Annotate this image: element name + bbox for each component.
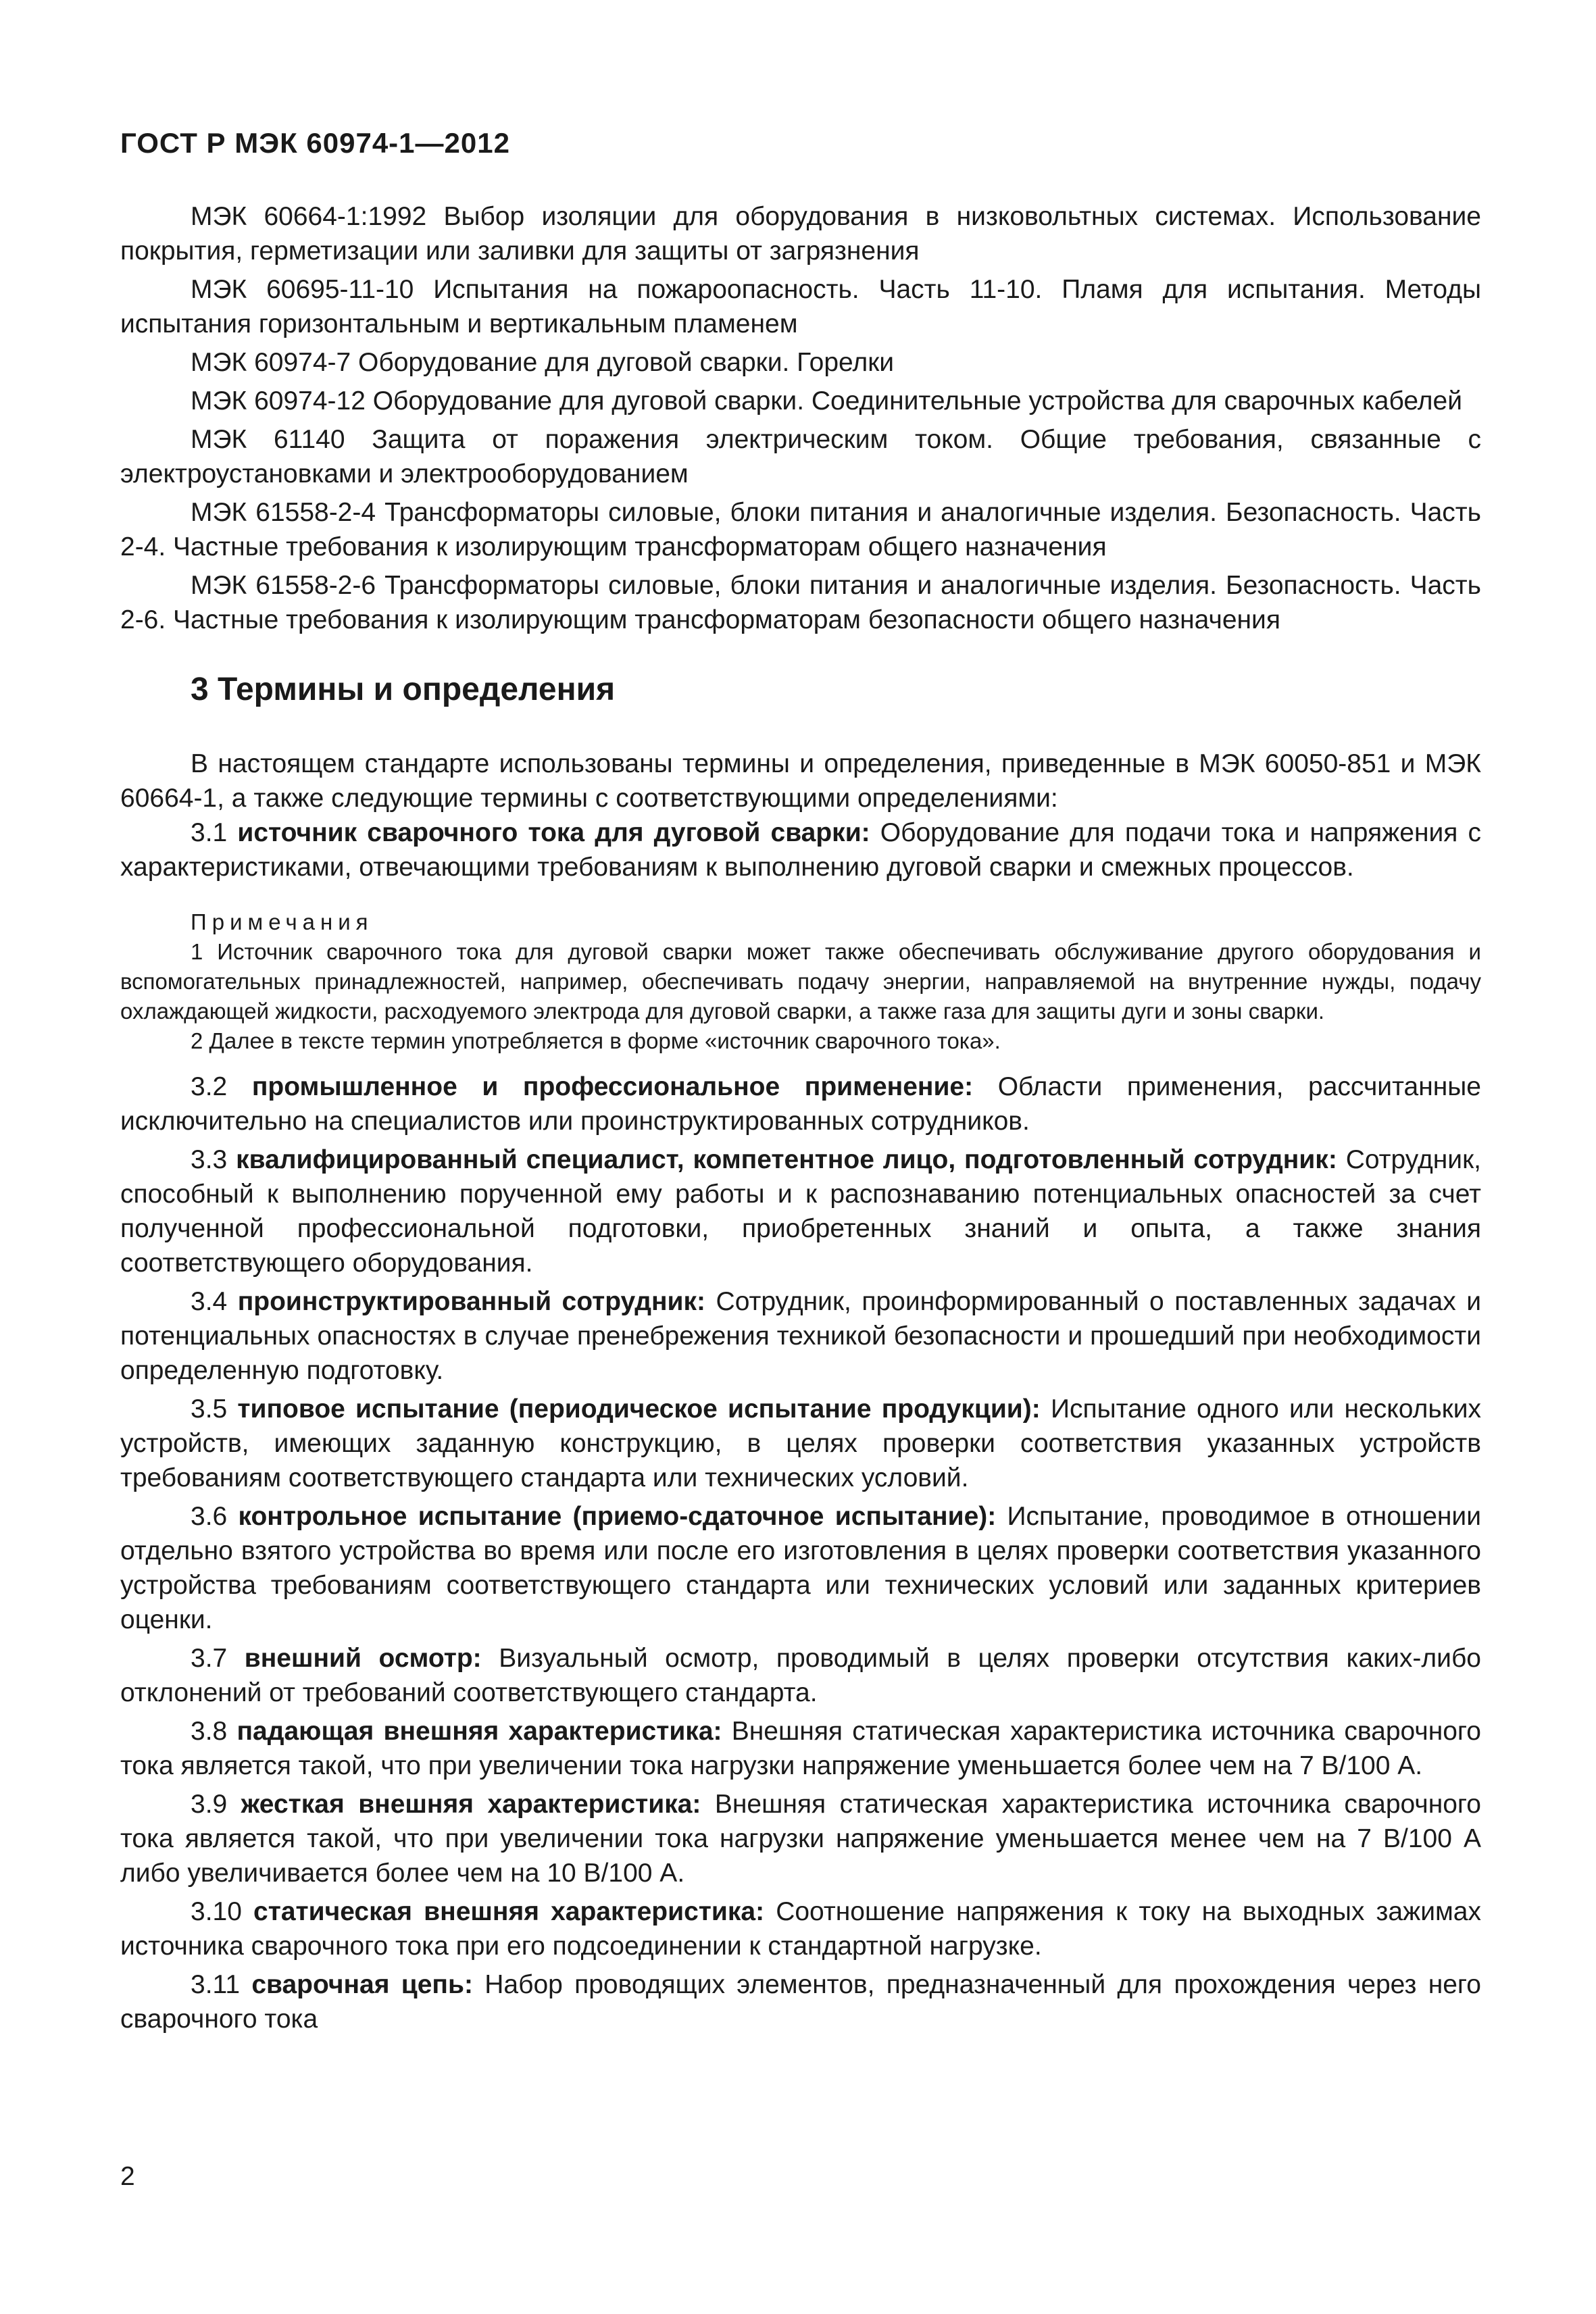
term-text: Испытание одного или нескольких устройств, имеющих заданную конструкцию, в целях проверки соответствия указанных устройств требованиям соответствующего стандарта или технических условий. (120, 1394, 1481, 1492)
reference-item: МЭК 61558-2-4 Трансформаторы силовые, блоки питания и аналогичные изделия. Безопасность. Часть 2-4. Частные требования к изолирующим трансформаторам общего назначения (120, 498, 1481, 561)
term-number: 3.10 (191, 1897, 242, 1926)
term-number: 3.8 (191, 1717, 228, 1746)
reference-item: МЭК 60695-11-10 Испытания на пожароопасность. Часть 11-10. Пламя для испытания. Методы испытания горизонтальным и вертикальным пламенем (120, 275, 1481, 338)
term-text: Внешняя статическая характеристика источника сварочного тока является такой, что при увеличении тока нагрузки напряжение уменьшается менее чем на 7 В/100 А либо увеличивается более чем на 10 В/100 А. (120, 1790, 1481, 1888)
section-heading: 3 Термины и определения (191, 672, 616, 707)
term-text: Соотношение напряжения к току на выходных зажимах источника сварочного тока при его подсоединении к стандартной нагрузке. (120, 1897, 1481, 1961)
term-definition (120, 1714, 1481, 1783)
reference-item: МЭК 60974-7 Оборудование для дуговой сварки. Горелки (191, 348, 895, 377)
term-definition (120, 1787, 1481, 1890)
term-name: сварочная цепь: (251, 1970, 473, 1999)
term-number: 3.11 (191, 1970, 241, 1999)
term-definition (120, 815, 1481, 884)
term-name: квалифицированный специалист, компетентное лицо, подготовленный сотрудник: (236, 1145, 1337, 1174)
term-name: промышленное и профессиональное применение: (251, 1072, 974, 1101)
term-text: Сотрудник, способный к выполнению порученной ему работы и к распознаванию потенциальных опасностей за счет полученной профессиональной подготовки, приобретенных знаний и опыта, а также знания соответствующего оборудования. (120, 1145, 1481, 1278)
term-number: 3.3 (191, 1145, 228, 1174)
term-name: падающая внешняя характеристика: (236, 1717, 722, 1746)
term-number: 3.1 (191, 818, 228, 847)
notes-title: Примечания (191, 909, 374, 934)
term-number: 3.2 (191, 1072, 228, 1101)
term-name: контрольное испытание (приемо-сдаточное испытание): (238, 1502, 997, 1531)
note-item: 2 Далее в тексте термин употребляется в форме «источник сварочного тока». (191, 1028, 1001, 1053)
term-number: 3.5 (191, 1394, 228, 1424)
term-definition (120, 1142, 1481, 1280)
term-text: Набор проводящих элементов, предназначенный для прохождения через него сварочного тока (120, 1970, 1481, 2034)
term-name: проинструктированный сотрудник: (237, 1287, 706, 1316)
term-text: Испытание, проводимое в отношении отдельно взятого устройства во время или после его изготовления в целях проверки соответствия указанного устройства требованиям соответствующего стандарта или технических условий или заданных критериев оценки. (120, 1502, 1481, 1634)
page-number: 2 (120, 2162, 135, 2191)
reference-item: МЭК 61140 Защита от поражения электрическим током. Общие требования, связанные с электроустановками и электрооборудованием (120, 425, 1481, 488)
term-definition (120, 1284, 1481, 1388)
term-name: статическая внешняя характеристика: (253, 1897, 765, 1926)
notes-block (120, 907, 1481, 1056)
term-text: Сотрудник, проинформированный о поставленных задачах и потенциальных опасностях в случае пренебрежения техникой безопасности и прошедший при необходимости определенную подготовку. (120, 1287, 1481, 1385)
term-name: жесткая внешняя характеристика: (241, 1790, 701, 1819)
term-number: 3.6 (191, 1502, 228, 1531)
reference-item: МЭК 60974-12 Оборудование для дуговой сварки. Соединительные устройства для сварочных кабелей (191, 386, 1462, 416)
term-number: 3.9 (191, 1790, 228, 1819)
reference-item: МЭК 60664-1:1992 Выбор изоляции для оборудования в низковольтных системах. Использование покрытия, герметизации или заливки для защиты от загрязнения (120, 202, 1481, 266)
term-text: Внешняя статическая характеристика источника сварочного тока является такой, что при увеличении тока нагрузки напряжение уменьшается более чем на 7 В/100 А. (120, 1717, 1481, 1780)
term-definition (120, 1392, 1481, 1495)
reference-item: МЭК 61558-2-6 Трансформаторы силовые, блоки питания и аналогичные изделия. Безопасность. Часть 2-6. Частные требования к изолирующим трансформаторам безопасности общего назначения (120, 571, 1481, 634)
term-definition (120, 1070, 1481, 1138)
term-definition (120, 1967, 1481, 2036)
term-name: внешний осмотр: (244, 1644, 482, 1673)
page-content (120, 199, 1481, 2036)
term-definition (120, 1894, 1481, 1963)
term-name: типовое испытание (периодическое испытание продукции): (237, 1394, 1041, 1424)
document-header: ГОСТ Р МЭК 60974-1—2012 (120, 127, 510, 159)
term-name: источник сварочного тока для дуговой сварки: (237, 818, 870, 847)
term-number: 3.4 (191, 1287, 228, 1316)
term-text: Оборудование для подачи тока и напряжения с характеристиками, отвечающими требованиям к выполнению дуговой сварки и смежных процессов. (120, 818, 1482, 882)
term-definition (120, 1641, 1481, 1710)
note-item: 1 Источник сварочного тока для дуговой сварки может также обеспечивать обслуживание другого оборудования и вспомогательных принадлежностей, например, обеспечивать подачу энергии, направляемой на внутренние нужды, подачу охлаждающей жидкости, расходуемого электрода для дуговой сварки, а также газа для защиты дуги и зоны сварки. (120, 939, 1481, 1024)
term-text: Визуальный осмотр, проводимый в целях проверки отсутствия каких-либо отклонений от требований соответствующего стандарта. (120, 1644, 1481, 1707)
section-intro: В настоящем стандарте использованы термины и определения, приведенные в МЭК 60050-851 и МЭК 60664-1, а также следующие термины с соответствующими определениями: (120, 749, 1481, 813)
term-text: Области применения, рассчитанные исключительно на специалистов или проинструктированных сотрудников. (120, 1072, 1481, 1136)
term-number: 3.7 (191, 1644, 228, 1673)
term-definition (120, 1499, 1481, 1637)
